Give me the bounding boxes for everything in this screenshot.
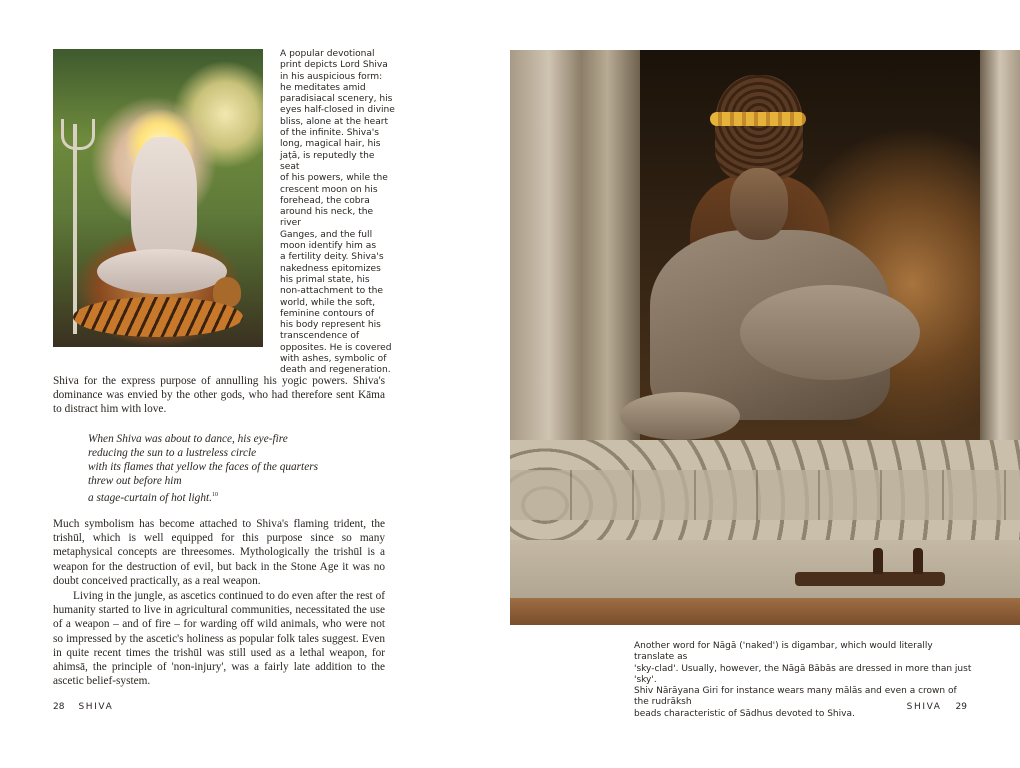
caption-line: in his auspicious form: [280, 71, 383, 82]
poem-line: threw out before him [88, 475, 182, 487]
caption-line: with ashes, symbolic of [280, 354, 387, 365]
poem-line: When Shiva was about to dance, his eye-fire [88, 433, 288, 445]
door-frame-right [980, 50, 1020, 450]
caption-line: A popular devotional [280, 49, 375, 59]
caption-line: his primal state, his [280, 274, 370, 285]
poem-line-last [88, 488, 388, 505]
shiva-devotional-print-image [53, 49, 263, 347]
caption-line: nakedness epitomizes [280, 263, 381, 274]
caption-line: Another word for Nāgā ('naked') is digambar, which would literally translate as [634, 641, 933, 663]
sandal-peg [913, 548, 923, 574]
caption-line: Ganges, and the full [280, 229, 373, 240]
wooden-step [510, 598, 1020, 625]
caption-line: around his neck, the river [280, 207, 374, 229]
caption-line: eyes half-closed in divine [280, 105, 395, 116]
right-page [510, 0, 1020, 768]
footnote-marker: 10 [211, 492, 218, 498]
folio-right [907, 702, 967, 712]
body-paragraph-1: Shiva for the express purpose of annulling his yogic powers. Shiva's dominance was envied by the other gods, who had therefore sent Kāma to distract him with love. [53, 375, 385, 416]
trident-head-icon [61, 119, 95, 150]
rudraksh-crown [715, 75, 803, 180]
page-number: 29 [955, 702, 967, 712]
caption-line: of his powers, while the [280, 173, 388, 184]
running-head: SHIVA [78, 702, 114, 712]
shiva-figure [131, 137, 197, 267]
page-number: 28 [53, 702, 65, 712]
caption-line: world, while the soft, [280, 297, 376, 308]
caption-line: of the infinite. Shiva's [280, 128, 379, 139]
caption-line: feminine contours of [280, 308, 375, 319]
tiger-skin [73, 297, 243, 337]
poem-line: reducing the sun to a lustreless circle [88, 447, 257, 459]
caption-line: a fertility deity. Shiva's [280, 252, 384, 263]
caption-line: jaṭā, is reputedly the seat [280, 150, 375, 172]
sadhu-face [730, 168, 788, 240]
sadhu-foot [620, 392, 740, 440]
caption-line: crescent moon on his [280, 184, 378, 195]
shiva-legs [97, 249, 227, 294]
poem-quotation [88, 432, 388, 505]
caption-line: beads characteristic of Sādhus devoted to Shiva. [634, 708, 855, 719]
caption-line: forehead, the cobra [280, 195, 370, 206]
marigold-band [710, 112, 806, 126]
wooden-sandals [795, 538, 945, 586]
body-paragraph-3: Living in the jungle, as ascetics continued to do even after the rest of humanity started to live in agricultural communities, necessitated the use of a weapon – and of fire – for warding off wild animals, who were not so impressed by the ascetic's holiness as popular folk tales suggest. Even in quite recent times the trishūl was still used as a lethal weapon, for ahimsā, the principle of 'non-injury', was a fairly late addition to the ascetic belief-system. [53, 590, 385, 688]
ledge-carving [510, 470, 1020, 520]
caption-line: non-attachment to the [280, 286, 384, 297]
running-head: SHIVA [906, 702, 942, 712]
caption-line: moon identify him as [280, 241, 377, 252]
caption-line: paradisiacal scenery, his [280, 94, 393, 105]
caption-line: he meditates amid [280, 82, 366, 93]
door-frame-left [510, 50, 640, 450]
poem-line-text: a stage-curtain of hot light. [88, 491, 212, 504]
body-paragraph-2: Much symbolism has become attached to Shiva's flaming trident, the trishūl, which is well equipped for this purpose since so many metaphysical concepts are threesomes. Mythologically the trishūl is a weapon for the destruction of evil, but back in the Stone Age it was no doubt conceived practically, as a real weapon. [53, 518, 385, 587]
caption-line: long, magical hair, his [280, 139, 381, 150]
caption-line: Shiv Nārāyana Giri for instance wears many mālās and even a crown of the rudrāksh [634, 686, 957, 708]
caption-line: bliss, alone at the heart [280, 116, 389, 127]
caption-line: print depicts Lord Shiva [280, 60, 388, 71]
trident-icon [73, 124, 77, 334]
sadhu-knee [740, 285, 920, 380]
poem-line: with its flames that yellow the faces of the quarters [88, 461, 318, 473]
caption-line: opposites. He is covered [280, 342, 392, 353]
caption-line: transcendence of [280, 331, 360, 342]
sandal-base [795, 572, 945, 586]
caption-line: his body represent his [280, 320, 381, 331]
caption-line: death and regeneration. [280, 365, 391, 376]
caption-line: 'sky-clad'. Usually, however, the Nāgā Bābās are dressed in more than just 'sky'. [634, 663, 972, 685]
sandal-peg [873, 548, 883, 574]
sadhu-photograph [510, 50, 1020, 625]
folio-left [53, 702, 113, 712]
print-caption [280, 49, 395, 377]
